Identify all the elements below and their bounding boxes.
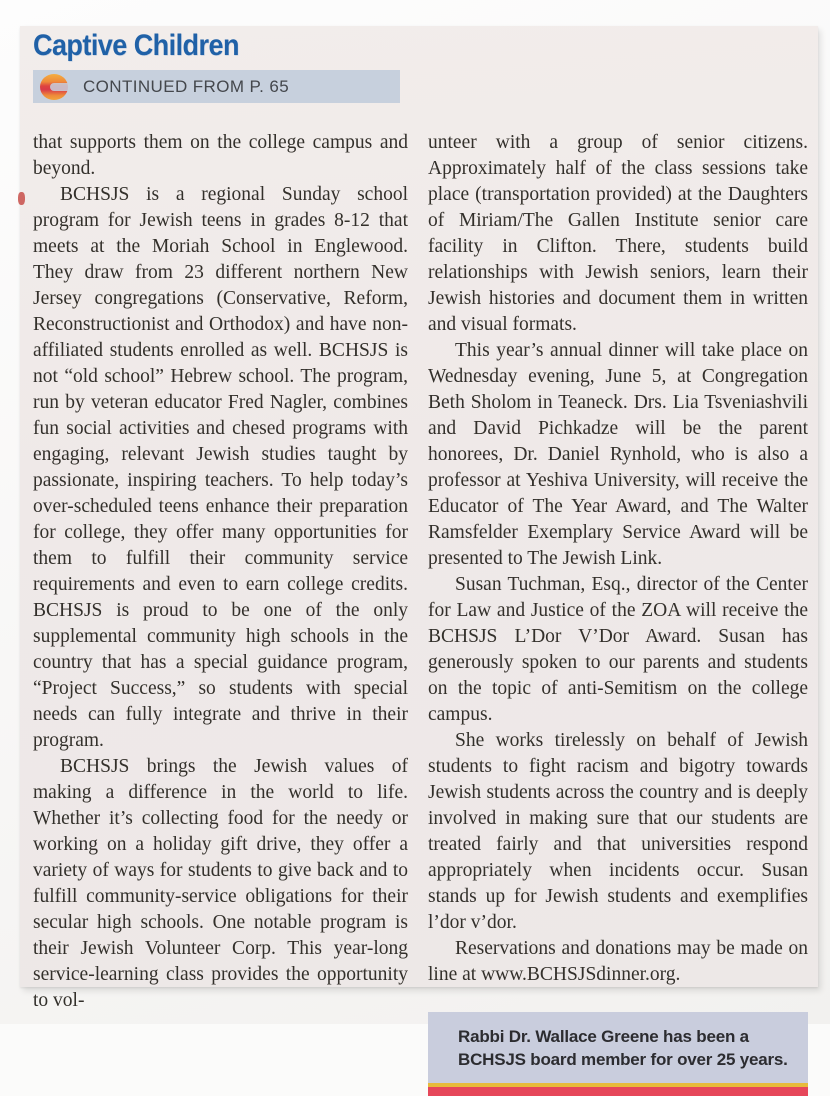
red-rule <box>428 1087 808 1096</box>
continued-c-icon <box>40 74 68 100</box>
article-paragraph: unteer with a group of senior citizens. Approximately half of the class sessions take place (transportation provided) at the Daughters of Miriam/The Gallen Institute senior care facility in Clifton. There, students build relationships with Jewish seniors, learn their Jewish histories and document them in written and visual formats. <box>428 132 808 335</box>
article-paragraph: BCHSJS brings the Jewish values of making a difference in the world to life. Whether it’s collecting food for the needy or working on a holiday gift drive, they offer a variety of ways for students to give back and to fulfill community-service obligations for their secular high schools. One notable program is their Jewish Volunteer Corp. This year-long service-learning class provides the opportunity to vol- <box>33 756 408 1011</box>
article-paragraph: This year’s annual dinner will take place on Wednesday evening, June 5, at Congregation Beth Sholom in Teaneck. Drs. Lia Tsveniashvili and David Pichkadze will be the parent honorees, Dr. Daniel Rynhold, who is also a professor at Yeshiva University, will receive the Educator of The Year Award, and The Walter Ramsfelder Exemplary Service Award will be presented to The Jewish Link. <box>428 340 808 569</box>
scan-artifact-mark <box>18 192 25 205</box>
article-paragraph: that supports them on the college campus and beyond. <box>33 132 408 179</box>
author-bio-text: Rabbi Dr. Wallace Greene has been a BCHSJS board member for over 25 years. <box>458 1027 788 1069</box>
article-paragraph: She works tirelessly on behalf of Jewish students to fight racism and bigotry towards Jewish students across the country and is deeply involved in making sure that our students are treated fairly and that universities respond appropriately when incidents occur. Susan stands up for Jewish students and exemplifies l’dor v’dor. <box>428 730 808 933</box>
left-column <box>33 130 408 1096</box>
article-title: Captive Children <box>33 29 239 62</box>
author-bio-box <box>428 1012 808 1083</box>
right-column <box>428 130 808 1096</box>
newspaper-clipping <box>20 26 818 1069</box>
continued-banner-label: CONTINUED FROM P. 65 <box>83 76 290 96</box>
continued-banner <box>33 70 400 103</box>
article-paragraph: BCHSJS is a regional Sunday school program for Jewish teens in grades 8-12 that meets at the Moriah School in Englewood. They draw from 23 different northern New Jersey congregations (Conservative, Reform, Reconstructionist and Orthodox) and have non-affiliated students enrolled as well. BCHSJS is not “old school” Hebrew school. The program, run by veteran educator Fred Nagler, combines fun social activities and chesed programs with engaging, relevant Jewish studies taught by passionate, inspiring teachers. To help today’s over-scheduled teens enhance their preparation for college, they offer many opportunities for them to fulfill their community service requirements and even to earn college credits. BCHSJS is proud to be one of the only supplemental community high schools in the country that has a special guidance program, “Project Success,” so students with special needs can fully integrate and thrive in their program. <box>33 184 408 751</box>
article-paragraph: Susan Tuchman, Esq., director of the Center for Law and Justice of the ZOA will receive the BCHSJS L’Dor V’Dor Award. Susan has generously spoken to our parents and students on the topic of anti-Semitism on the college campus. <box>428 574 808 725</box>
article-body <box>33 130 808 1096</box>
article-paragraph: Reservations and donations may be made on line at www.BCHSJSdinner.org. <box>428 938 808 985</box>
